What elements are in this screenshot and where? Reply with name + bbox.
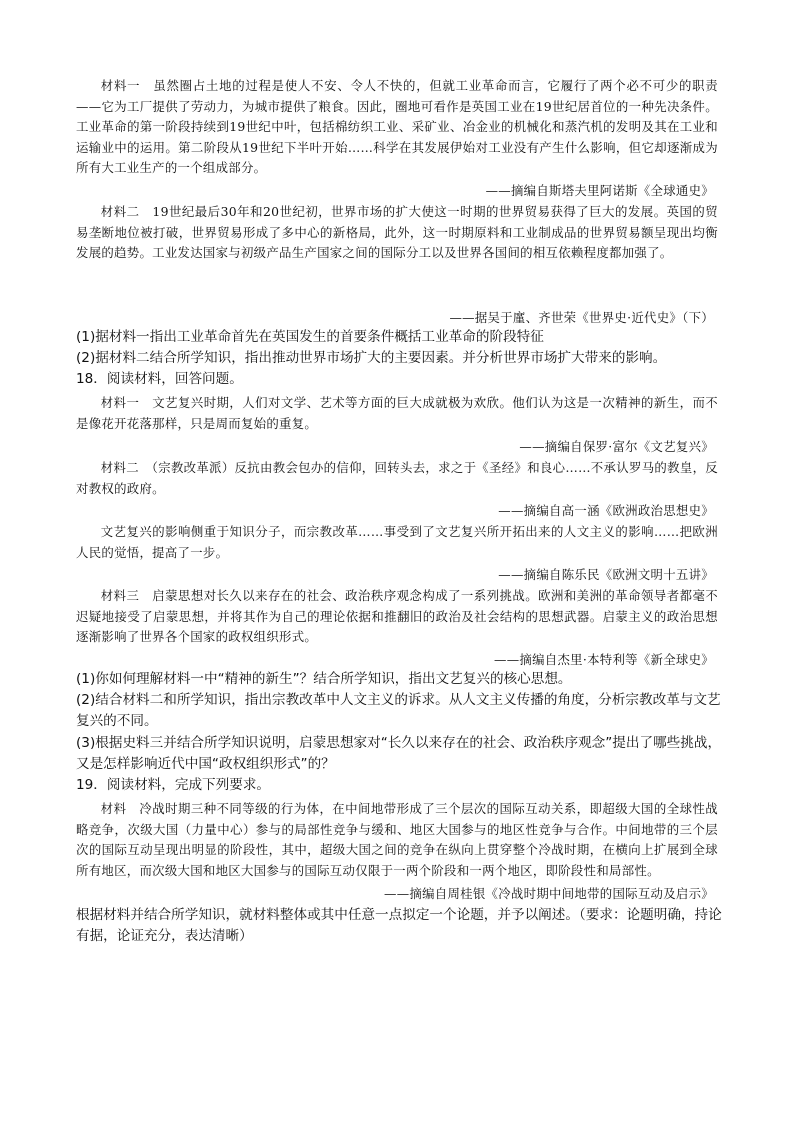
q18-material-2: 材料二 （宗教改革派）反抗由教会包办的信仰，回转头去，求之于《圣经》和良心……不承认罗马的教皇，反对教权的政府。 [76, 460, 718, 496]
q18-source-2b: ——摘编自陈乐民《欧洲文明十五讲》 [498, 567, 714, 582]
q18-material-3: 材料三 启蒙思想对长久以来存在的社会、政治秩序观念构成了一系列挑战。欧洲和美洲的革命领导者都毫不迟疑地接受了启蒙思想，并将其作为自己的理论依据和推翻旧的政治及社会结构的思想武器。启蒙主义的政治思想逐渐影响了世界各个国家的政权组织形式。 [76, 588, 718, 645]
q17-question-2: (2)据材料二结合所学知识，指出推动世界市场扩大的主要因素。并分析世界市场扩大带来的影响。 [76, 350, 667, 366]
q18-material-1: 材料一 文艺复兴时期，人们对文学、艺术等方面的巨大成就极为欢欣。他们认为这是一次精神的新生，而不是像花开花落那样，只是周而复始的重复。 [76, 395, 718, 431]
q18-source-3: ——摘编自杰里·本特利等《新全球史》 [494, 652, 714, 667]
q18-source-1: ——摘编自保罗·富尔《文艺复兴》 [519, 439, 714, 454]
q17-source-2: ——据吴于廑、齐世荣《世界史·近代史》（下） [449, 310, 714, 325]
q19-source: ——摘编自周桂银《冷战时期中间地带的国际互动及启示》 [384, 886, 714, 901]
q18-material-2b: 文艺复兴的影响侧重于知识分子，而宗教改革……事受到了文艺复兴所开拓出来的人文主义的影响……把欧洲人民的觉悟，提高了一步。 [76, 524, 718, 560]
q19-heading: 19．阅读材料，完成下列要求。 [76, 777, 271, 793]
q17-question-1: (1)据材料一指出工业革命首先在英国发生的首要条件概括工业革命的阶段特征 [76, 329, 544, 345]
q18-question-1: (1)你如何理解材料一中“精神的新生”？结合所学知识，指出文艺复兴的核心思想。 [76, 671, 572, 687]
q17-material-2: 材料二 19世纪最后30年和20世纪初，世界市场的扩大使这一时期的世界贸易获得了巨大的发展。英国的贸易垄断地位被打破，世界贸易形成了多中心的新格局，此外，这一时期原料和工业制成品的世界贸易额呈现出均衡发展的趋势。工业发达国家与初级产品生产国家之间的国际分工以及世界各国间的相互依赖程度都加强了。 [76, 204, 718, 261]
q19-material: 材料 冷战时期三种不同等级的行为体，在中间地带形成了三个层次的国际互动关系，即超级大国的全球性战略竞争，次级大国（力量中心）参与的局部性竞争与缓和、地区大国参与的地区性竞争与合作。中间地带的三个层次的国际互动呈现出明显的阶段性，其中，超级大国之间的竞争在纵向上贯穿整个冷战时期，在横向上扩展到全球所有地区，而次级大国和地区大国参与的国际互动仅限于一两个阶段和一两个地区，即阶段性和局部性。 [76, 801, 718, 878]
q18-question-2: (2)结合材料二和所学知识，指出宗教改革中人文主义的诉求。从人文主义传播的角度，分析宗教改革与文艺复兴的不同。 [76, 692, 721, 730]
q17-source-1: ——摘编自斯塔夫里阿诺斯《全球通史》 [485, 183, 714, 198]
q19-prompt: 根据材料并结合所学知识，就材料整体或其中任意一点拟定一个论题，并予以阐述。（要求：论题明确，持论有据，论证充分，表达清晰） [76, 907, 722, 945]
q18-question-3: (3)根据史料三并结合所学知识说明，启蒙思想家对“长久以来存在的社会、政治秩序观念”提出了哪些挑战，又是怎样影响近代中国“政权组织形式”的？ [76, 735, 722, 773]
q18-heading: 18．阅读材料，回答问题。 [76, 371, 243, 387]
q17-material-1: 材料一 虽然圈占土地的过程是使人不安、令人不快的，但就工业革命而言，它履行了两个必不可少的职责——它为工厂提供了劳动力，为城市提供了粮食。因此，圈地可看作是英国工业在19世纪居首位的一种先决条件。工业革命的第一阶段持续到19世纪中叶，包括棉纺织工业、采矿业、冶金业的机械化和蒸汽机的发明及其在工业和运输业中的运用。第二阶段从19世纪下半叶开始……科学在其发展伊始对工业没有产生什么影响，但它却逐渐成为所有大工业生产的一个组成部分。 [76, 78, 718, 176]
q18-source-2: ——摘编自高一涵《欧洲政治思想史》 [498, 503, 714, 518]
